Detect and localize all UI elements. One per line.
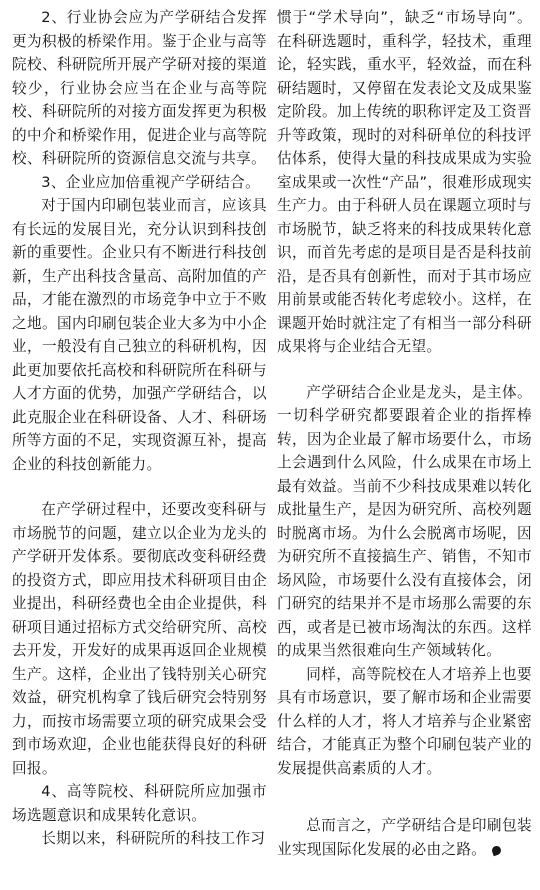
paragraph-industry-association: 2、行业协会应为产学研结合发挥更为积极的桥梁作用。鉴于企业与高等院校、科研院所开展产学研对接的渠道较少，行业协会应当在企业与高等院校、科研院所的对接方面发挥更为积极的中介和桥梁作用，促进企业与高等院校、科研院所的资源信息交流与共享。 <box>12 9 267 167</box>
paragraph-enterprise-innovation: 对于国内印刷包装业而言，应该具有长远的发展目光，充分认识到科技创新的重要性。企业只有不断进行科技创新，生产出科技含量高、高附加值的产品，才能在激烈的市场竞争中立于不败之地。国内印刷包装企业大多为中小企业，一般没有自己独立的科研机构，因此更加要依托高校和科研院所在科研与人才方面的优势，加强产学研结合，以此克服企业在科研设备、人才、科研场所等方面的不足，实现资源互补，提高企业的科技创新能力。 <box>12 197 267 473</box>
paragraph-research-market: 在产学研过程中，还要改变科研与市场脱节的问题，建立以企业为龙头的产学研开发体系。要彻底改变科研经费的投资方式，即应用技术科研项目由企业提出，科研经费也全由企业提供，科研项目通过招标方式交给研究所、高校去开发，开发好的成果再返回企业规模生产。这样，企业出了钱特别关心研究效益，研究机构拿了钱后研究会特别努力，而按市场需要立项的研究成果会受到市场欢迎，企业也能获得良好的科研回报。 <box>12 501 267 777</box>
paragraph-talent-training: 同样，高等院校在人才培养上也要具有市场意识，要了解市场和企业需要什么样的人才，将人才培养与企业紧密结合，才能真正为整个印刷包装产业的发展提供高素质的人才。 <box>277 665 532 777</box>
paragraph-academic-orientation: 惯于“学术导向”，缺乏“市场导向”。在科研选题时，重科学，轻技术，重理论，轻实践，重水平，轻效益，而在科研结题时，又停留在发表论文及成果鉴定阶段。加上传统的职称评定及工资晋升等政策，现时的对科研单位的科技评估体系，使得大量的科技成果成为实验室成果或一次性“产品”，很难形成现实生产力。由于科研人员在课题立项时与市场脱节，缺乏将来的科技成果转化意识，而首先考虑的是项目是否是科技前沿，是否具有创新性，而对于其市场应用前景或能否转化考虑较小。这样，在课题开始时就注定了有相当一部分科研成果将与企业结合无望。 <box>277 9 532 355</box>
left-column <box>12 6 267 890</box>
conclusion-text: 总而言之，产学研结合是印刷包装业实现国际化发展的必由之路。 <box>277 817 532 858</box>
heading-universities: 4、高等院校、科研院所应加强市场选题意识和成果转化意识。 <box>12 783 267 824</box>
end-mark-icon <box>491 844 503 856</box>
heading-enterprise: 3、企业应加倍重视产学研结合。 <box>41 173 261 191</box>
right-column <box>277 6 532 890</box>
paragraph-enterprise-leader: 产学研结合企业是龙头，是主体。一切科学研究都要跟着企业的指挥棒转，因为企业最了解市场要什么，市场上会遇到什么风险，什么成果在市场上最有效益。当前不少科技成果难以转化成批量生产，是因为研究所、高校列题时脱离市场。为什么会脱离市场呢，因为研究所不直接搞生产、销售，不知市场风险，市场要什么没有直接体会，闭门研究的结果并不是市场那么需要的东西，或者是已被市场淘汰的东西。这样的成果当然很难向生产领域转化。 <box>277 383 532 659</box>
paragraph-conclusion <box>277 814 532 861</box>
paragraph-long-term: 长期以来，科研院所的科技工作习 <box>41 830 266 847</box>
